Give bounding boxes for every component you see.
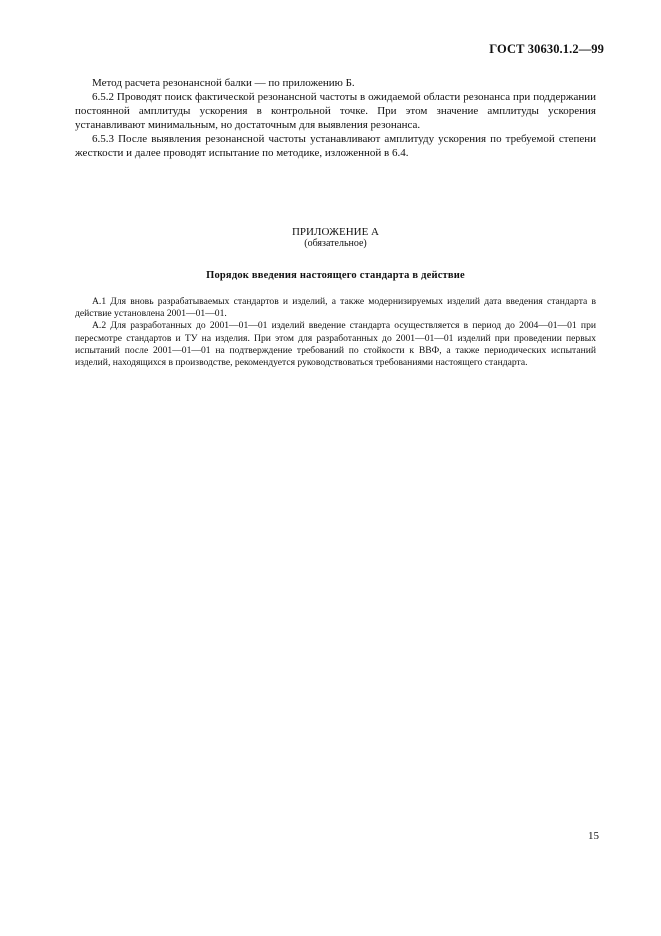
- appendix-heading: Порядок введения настоящего стандарта в действие: [206, 270, 465, 281]
- paragraph-method-reference: Метод расчета резонансной балки — по приложению Б.: [92, 77, 355, 89]
- appendix-text: [75, 296, 596, 369]
- paragraph-a-2: А.2 Для разработанных до 2001—01—01 изделий введение стандарта осуществляется в период до 2004—01—01 при пересмотре стандартов и ТУ на изделия. При этом для разработанных до 2001—01—01 изделий при проведении первых испытаний после 2001—01—01 на подтверждение требований по стойкости к ВВФ, а также периодических испытаний изделий, находящихся в производстве, рекомендуется руководствоваться требованиями настоящего стандарта.: [75, 320, 596, 369]
- paragraph-6-5-2: 6.5.2 Проводят поиск фактической резонансной частоты в ожидаемой области резонанса при поддержании постоянной амплитуды ускорения в контрольной точке. При этом значение амплитуды ускорения устанавливают минимальным, но достаточным для выявления резонанса.: [75, 91, 596, 131]
- section-6-5-text: [75, 76, 596, 160]
- paragraph-6-5-3: 6.5.3 После выявления резонансной частоты устанавливают амплитуду ускорения по требуемой степени жесткости и далее проводят испытание по методике, изложенной в 6.4.: [75, 133, 596, 159]
- document-standard-id: ГОСТ 30630.1.2—99: [489, 42, 604, 56]
- page-number: 15: [588, 830, 599, 842]
- appendix-status: (обязательное): [304, 238, 367, 249]
- paragraph-a-1: А.1 Для вновь разрабатываемых стандартов и изделий, а также модернизируемых изделий дата введения стандарта в действие установлена 2001—01—01.: [75, 296, 596, 320]
- appendix-title: ПРИЛОЖЕНИЕ А: [291, 226, 379, 238]
